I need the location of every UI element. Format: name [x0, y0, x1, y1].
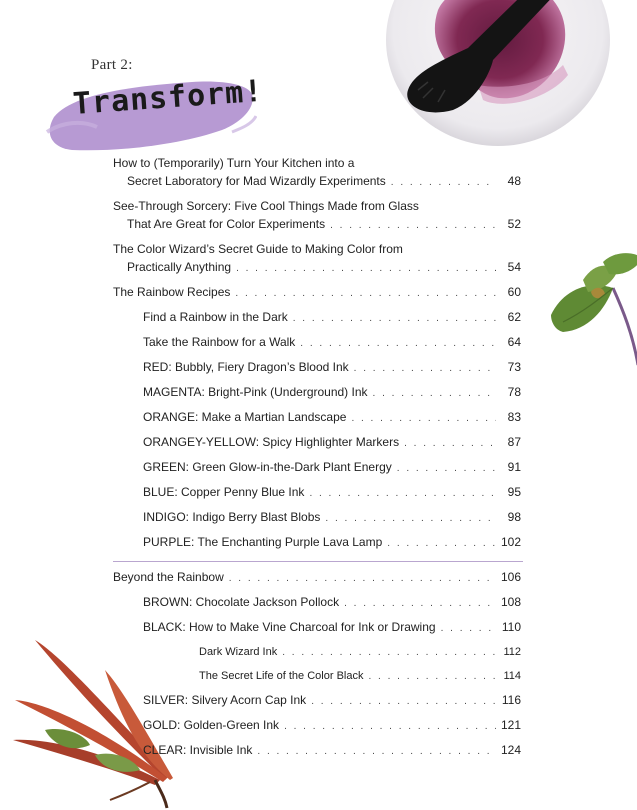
toc-entry-title: Find a Rainbow in the Dark: [143, 310, 288, 324]
toc-entry-title: RED: Bubbly, Fiery Dragon’s Blood Ink: [143, 360, 349, 374]
dot-leader: [373, 385, 496, 403]
dot-leader: [368, 668, 496, 686]
toc-entry-title: ORANGEY-YELLOW: Spicy Highlighter Markers: [143, 435, 400, 449]
section-divider: [113, 561, 523, 562]
toc-entry[interactable]: [113, 383, 521, 403]
toc-page-number: 52: [507, 217, 521, 231]
toc-page-number: 78: [507, 385, 521, 399]
toc-entry-title: CLEAR: Invisible Ink: [143, 743, 253, 757]
toc-entry-line: How to (Temporarily) Turn Your Kitchen into a: [113, 156, 355, 170]
toc-page-number: 116: [501, 693, 521, 707]
toc-entry[interactable]: [113, 240, 521, 278]
dot-leader: [236, 260, 496, 278]
toc-page-number: 91: [507, 460, 521, 474]
toc-entry-line: See-Through Sorcery: Five Cool Things Made from Glass: [113, 199, 419, 213]
toc-page-number: 102: [500, 535, 521, 549]
toc-page-number: 87: [507, 435, 521, 449]
dot-leader: [397, 460, 496, 478]
toc-page-number: 98: [507, 510, 521, 524]
toc-entry-title: BLUE: Copper Penny Blue Ink: [143, 485, 305, 499]
toc-page-number: 64: [507, 335, 521, 349]
dot-leader: [344, 595, 496, 613]
toc-page-number: 62: [507, 310, 521, 324]
toc-entry[interactable]: [113, 691, 521, 711]
toc-entry[interactable]: [113, 358, 521, 378]
dot-leader: [293, 310, 496, 328]
toc-page-number: 106: [500, 570, 521, 584]
toc-entry[interactable]: [113, 643, 521, 662]
dot-leader: [387, 535, 496, 553]
toc-entry-line: The Color Wizard’s Secret Guide to Making Color from: [113, 242, 403, 256]
dot-leader: [441, 620, 496, 638]
toc-entry-title: BROWN: Chocolate Jackson Pollock: [143, 595, 340, 609]
toc-entry-title: MAGENTA: Bright-Pink (Underground) Ink: [143, 385, 368, 399]
toc-entry-title: ORANGE: Make a Martian Landscape: [143, 410, 347, 424]
toc-entry[interactable]: [113, 533, 521, 553]
toc-entry-title: Dark Wizard Ink: [199, 646, 278, 658]
toc-entry[interactable]: [113, 483, 521, 503]
toc-entry-title: Take the Rainbow for a Walk: [143, 335, 296, 349]
toc-page-number: 124: [500, 743, 521, 757]
dot-leader: [391, 174, 496, 192]
toc-page-number: 114: [503, 670, 521, 682]
toc-entry-line: That Are Great for Color Experiments: [127, 217, 326, 231]
toc-entry[interactable]: [113, 197, 521, 235]
ink-dish-image: [383, 0, 613, 170]
toc-entry[interactable]: [113, 618, 521, 638]
toc-page-number: 121: [500, 718, 521, 732]
toc-page-number: 60: [507, 285, 521, 299]
dot-leader: [235, 285, 496, 303]
dot-leader: [282, 644, 496, 662]
toc-entry-line: Practically Anything: [127, 260, 232, 274]
dot-leader: [229, 570, 496, 588]
toc-page-number: 83: [507, 410, 521, 424]
toc-entry[interactable]: [113, 458, 521, 478]
dot-leader: [311, 693, 496, 711]
dot-leader: [284, 718, 496, 736]
dot-leader: [300, 335, 496, 353]
dot-leader: [404, 435, 496, 453]
dot-leader: [330, 217, 496, 235]
dot-leader: [354, 360, 496, 378]
toc-entry[interactable]: [113, 154, 521, 192]
toc-entry-title: SILVER: Silvery Acorn Cap Ink: [143, 693, 307, 707]
dot-leader: [351, 410, 496, 428]
toc-entry[interactable]: [113, 741, 521, 761]
toc-page-number: 48: [507, 174, 521, 188]
toc-entry[interactable]: [113, 308, 521, 328]
toc-entry-title: GOLD: Golden-Green Ink: [143, 718, 280, 732]
dot-leader: [257, 743, 496, 761]
toc-page-number: 112: [503, 646, 521, 658]
toc-entry-title: BLACK: How to Make Vine Charcoal for Ink or Drawing: [143, 620, 436, 634]
toc-entry-line: Secret Laboratory for Mad Wizardly Experiments: [127, 174, 386, 188]
toc-page-number: 108: [500, 595, 521, 609]
toc-entry-title: INDIGO: Indigo Berry Blast Blobs: [143, 510, 321, 524]
toc-page-number: 95: [507, 485, 521, 499]
section-title: Transform!: [71, 73, 265, 122]
toc-entry[interactable]: [113, 667, 521, 686]
dot-leader: [309, 485, 496, 503]
toc-entry[interactable]: [113, 408, 521, 428]
toc-entry[interactable]: [113, 593, 521, 613]
leaf-image: [543, 250, 637, 370]
toc-entry[interactable]: [113, 568, 521, 588]
toc-entry-title: The Rainbow Recipes: [113, 285, 231, 299]
toc-entry[interactable]: [113, 333, 521, 353]
toc-page-number: 73: [507, 360, 521, 374]
toc-entry-title: The Secret Life of the Color Black: [199, 670, 364, 682]
table-of-contents: [113, 154, 521, 761]
toc-entry-title: GREEN: Green Glow-in-the-Dark Plant Energy: [143, 460, 392, 474]
toc-page-number: 54: [507, 260, 521, 274]
dot-leader: [325, 510, 496, 528]
toc-entry[interactable]: [113, 283, 521, 303]
part-label: Part 2:: [91, 57, 133, 73]
toc-entry[interactable]: [113, 433, 521, 453]
toc-entry-title: PURPLE: The Enchanting Purple Lava Lamp: [143, 535, 383, 549]
toc-entry[interactable]: [113, 716, 521, 736]
toc-entry-title: Beyond the Rainbow: [113, 570, 224, 584]
toc-page-number: 110: [501, 620, 521, 634]
toc-entry[interactable]: [113, 508, 521, 528]
